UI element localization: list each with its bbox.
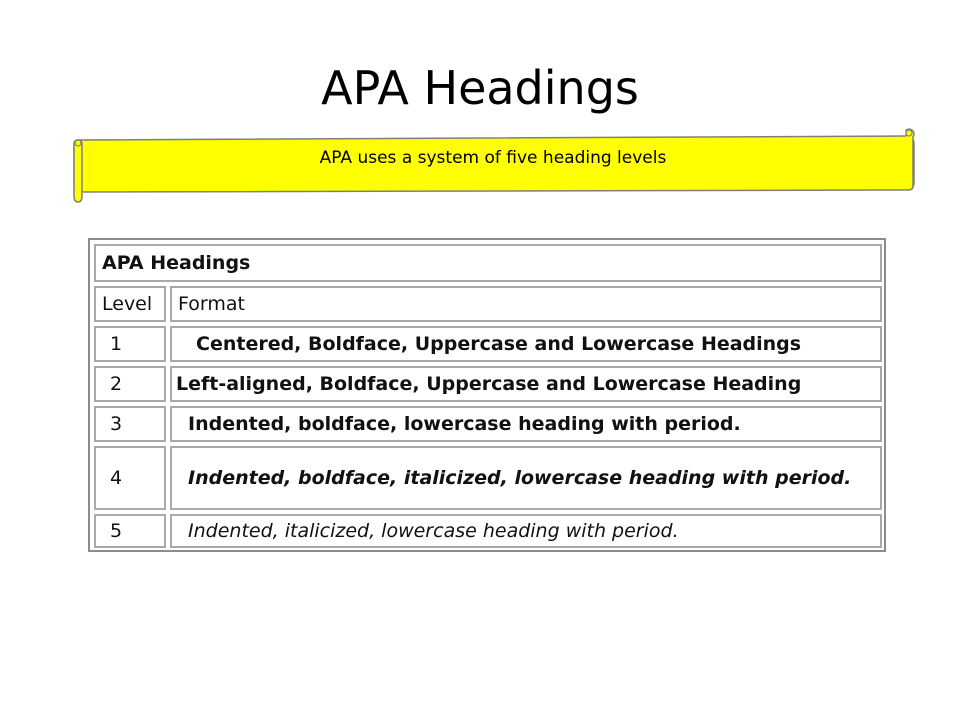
slide-title: APA Headings xyxy=(321,61,639,115)
row-2-level: 2 xyxy=(94,366,166,402)
banner-text: APA uses a system of five heading levels xyxy=(319,148,667,168)
row-4-format: Indented, boldface, italicized, lowercase heading with period. xyxy=(170,446,882,510)
row-3-format: Indented, boldface, lowercase heading with period. xyxy=(170,406,882,442)
row-1-level: 1 xyxy=(94,326,166,362)
row-5-level: 5 xyxy=(94,514,166,548)
row-5-format: Indented, italicized, lowercase heading with period. xyxy=(170,514,882,548)
header-format: Format xyxy=(170,286,882,322)
banner-scroll xyxy=(70,126,916,204)
apa-headings-table xyxy=(88,238,886,552)
row-2-format: Left-aligned, Boldface, Uppercase and Lowercase Heading xyxy=(170,366,882,402)
row-3-level: 3 xyxy=(94,406,166,442)
row-4-level: 4 xyxy=(94,446,166,510)
header-level: Level xyxy=(94,286,166,322)
row-1-format: Centered, Boldface, Uppercase and Lowercase Headings xyxy=(170,326,882,362)
table-title: APA Headings xyxy=(94,244,882,282)
